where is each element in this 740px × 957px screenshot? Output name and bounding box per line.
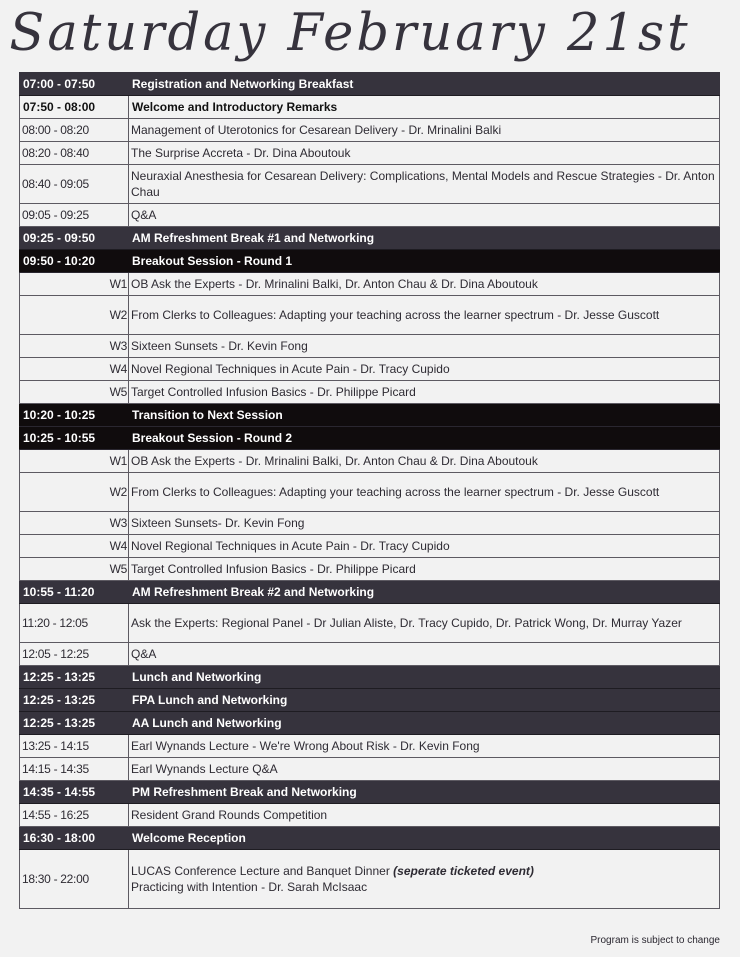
event-cell: Target Controlled Infusion Basics - Dr. Philippe Picard [129,558,720,581]
time-cell: 10:55 - 11:20 [20,581,129,604]
time-cell: 08:00 - 08:20 [20,119,129,142]
workshop-label: W5 [20,381,129,404]
schedule-row [20,204,720,227]
workshop-label: W3 [20,335,129,358]
schedule-row [20,581,720,604]
workshop-label: W3 [20,512,129,535]
time-cell: 12:25 - 13:25 [20,712,129,735]
schedule-row [20,666,720,689]
time-cell: 08:20 - 08:40 [20,142,129,165]
event-cell: Target Controlled Infusion Basics - Dr. Philippe Picard [129,381,720,404]
schedule-row [20,827,720,850]
event-cell: Neuraxial Anesthesia for Cesarean Delivery: Complications, Mental Models and Rescue Strategies - Dr. Anton Chau [129,165,720,204]
schedule-row [20,735,720,758]
schedule-row [20,404,720,427]
event-cell: OB Ask the Experts - Dr. Mrinalini Balki, Dr. Anton Chau & Dr. Dina Aboutouk [129,273,720,296]
schedule-row [20,119,720,142]
time-cell: 11:20 - 12:05 [20,604,129,643]
time-cell: 13:25 - 14:15 [20,735,129,758]
event-cell: Breakout Session - Round 2 [129,427,720,450]
event-cell: Lunch and Networking [129,666,720,689]
footer-note: Program is subject to change [590,935,720,946]
schedule-row [20,804,720,827]
workshop-row [20,296,720,335]
event-cell: Earl Wynands Lecture - We're Wrong About Risk - Dr. Kevin Fong [129,735,720,758]
event-cell: Management of Uterotonics for Cesarean Delivery - Dr. Mrinalini Balki [129,119,720,142]
event-cell: Welcome and Introductory Remarks [129,96,720,119]
schedule-row [20,96,720,119]
time-cell: 09:25 - 09:50 [20,227,129,250]
event-cell: AM Refreshment Break #2 and Networking [129,581,720,604]
event-cell: Ask the Experts: Regional Panel - Dr Julian Aliste, Dr. Tracy Cupido, Dr. Patrick Wong, Dr. Murray Yazer [129,604,720,643]
workshop-row [20,450,720,473]
event-cell: From Clerks to Colleagues: Adapting your teaching across the learner spectrum - Dr. Jesse Guscott [129,296,720,335]
schedule-row [20,142,720,165]
time-cell: 07:50 - 08:00 [20,96,129,119]
workshop-row [20,381,720,404]
workshop-label: W4 [20,358,129,381]
time-cell: 14:55 - 16:25 [20,804,129,827]
schedule-row [20,850,720,909]
event-cell [129,850,720,909]
schedule-table [19,72,720,909]
event-cell: Resident Grand Rounds Competition [129,804,720,827]
time-cell: 14:15 - 14:35 [20,758,129,781]
event-cell: FPA Lunch and Networking [129,689,720,712]
workshop-row [20,473,720,512]
event-cell: Earl Wynands Lecture Q&A [129,758,720,781]
schedule-row [20,227,720,250]
event-cell: From Clerks to Colleagues: Adapting your teaching across the learner spectrum - Dr. Jesse Guscott [129,473,720,512]
time-cell: 10:25 - 10:55 [20,427,129,450]
event-cell: Q&A [129,643,720,666]
time-cell: 08:40 - 09:05 [20,165,129,204]
workshop-label: W2 [20,296,129,335]
time-cell: 14:35 - 14:55 [20,781,129,804]
workshop-label: W5 [20,558,129,581]
event-cell: Novel Regional Techniques in Acute Pain - Dr. Tracy Cupido [129,358,720,381]
event-cell: OB Ask the Experts - Dr. Mrinalini Balki, Dr. Anton Chau & Dr. Dina Aboutouk [129,450,720,473]
workshop-row [20,512,720,535]
workshop-label: W1 [20,450,129,473]
workshop-label: W1 [20,273,129,296]
ticketed-note: (seperate ticketed event) [393,864,534,878]
event-cell: The Surprise Accreta - Dr. Dina Aboutouk [129,142,720,165]
event-cell: AM Refreshment Break #1 and Networking [129,227,720,250]
workshop-row [20,535,720,558]
time-cell: 18:30 - 22:00 [20,850,129,909]
time-cell: 12:25 - 13:25 [20,666,129,689]
workshop-row [20,273,720,296]
schedule-row [20,427,720,450]
time-cell: 16:30 - 18:00 [20,827,129,850]
schedule-row [20,712,720,735]
schedule-row [20,781,720,804]
event-cell: PM Refreshment Break and Networking [129,781,720,804]
event-cell: Q&A [129,204,720,227]
event-cell: Novel Regional Techniques in Acute Pain - Dr. Tracy Cupido [129,535,720,558]
workshop-row [20,558,720,581]
workshop-label: W4 [20,535,129,558]
schedule-row [20,250,720,273]
schedule-row [20,165,720,204]
event-cell: Breakout Session - Round 1 [129,250,720,273]
event-cell: Sixteen Sunsets- Dr. Kevin Fong [129,512,720,535]
workshop-row [20,358,720,381]
event-cell: Welcome Reception [129,827,720,850]
time-cell: 12:05 - 12:25 [20,643,129,666]
event-cell: AA Lunch and Networking [129,712,720,735]
page-title: Saturday February 21st [9,4,691,63]
schedule-row [20,643,720,666]
event-cell: Transition to Next Session [129,404,720,427]
schedule-row [20,73,720,96]
time-cell: 10:20 - 10:25 [20,404,129,427]
schedule-row [20,689,720,712]
workshop-label: W2 [20,473,129,512]
workshop-row [20,335,720,358]
event-title: LUCAS Conference Lecture and Banquet Dinner [131,864,394,878]
time-cell: 09:50 - 10:20 [20,250,129,273]
event-cell: Registration and Networking Breakfast [129,73,720,96]
event-cell: Sixteen Sunsets - Dr. Kevin Fong [129,335,720,358]
schedule-row [20,604,720,643]
time-cell: 07:00 - 07:50 [20,73,129,96]
time-cell: 12:25 - 13:25 [20,689,129,712]
event-subtitle: Practicing with Intention - Dr. Sarah McIsaac [131,880,368,894]
schedule-row [20,758,720,781]
time-cell: 09:05 - 09:25 [20,204,129,227]
